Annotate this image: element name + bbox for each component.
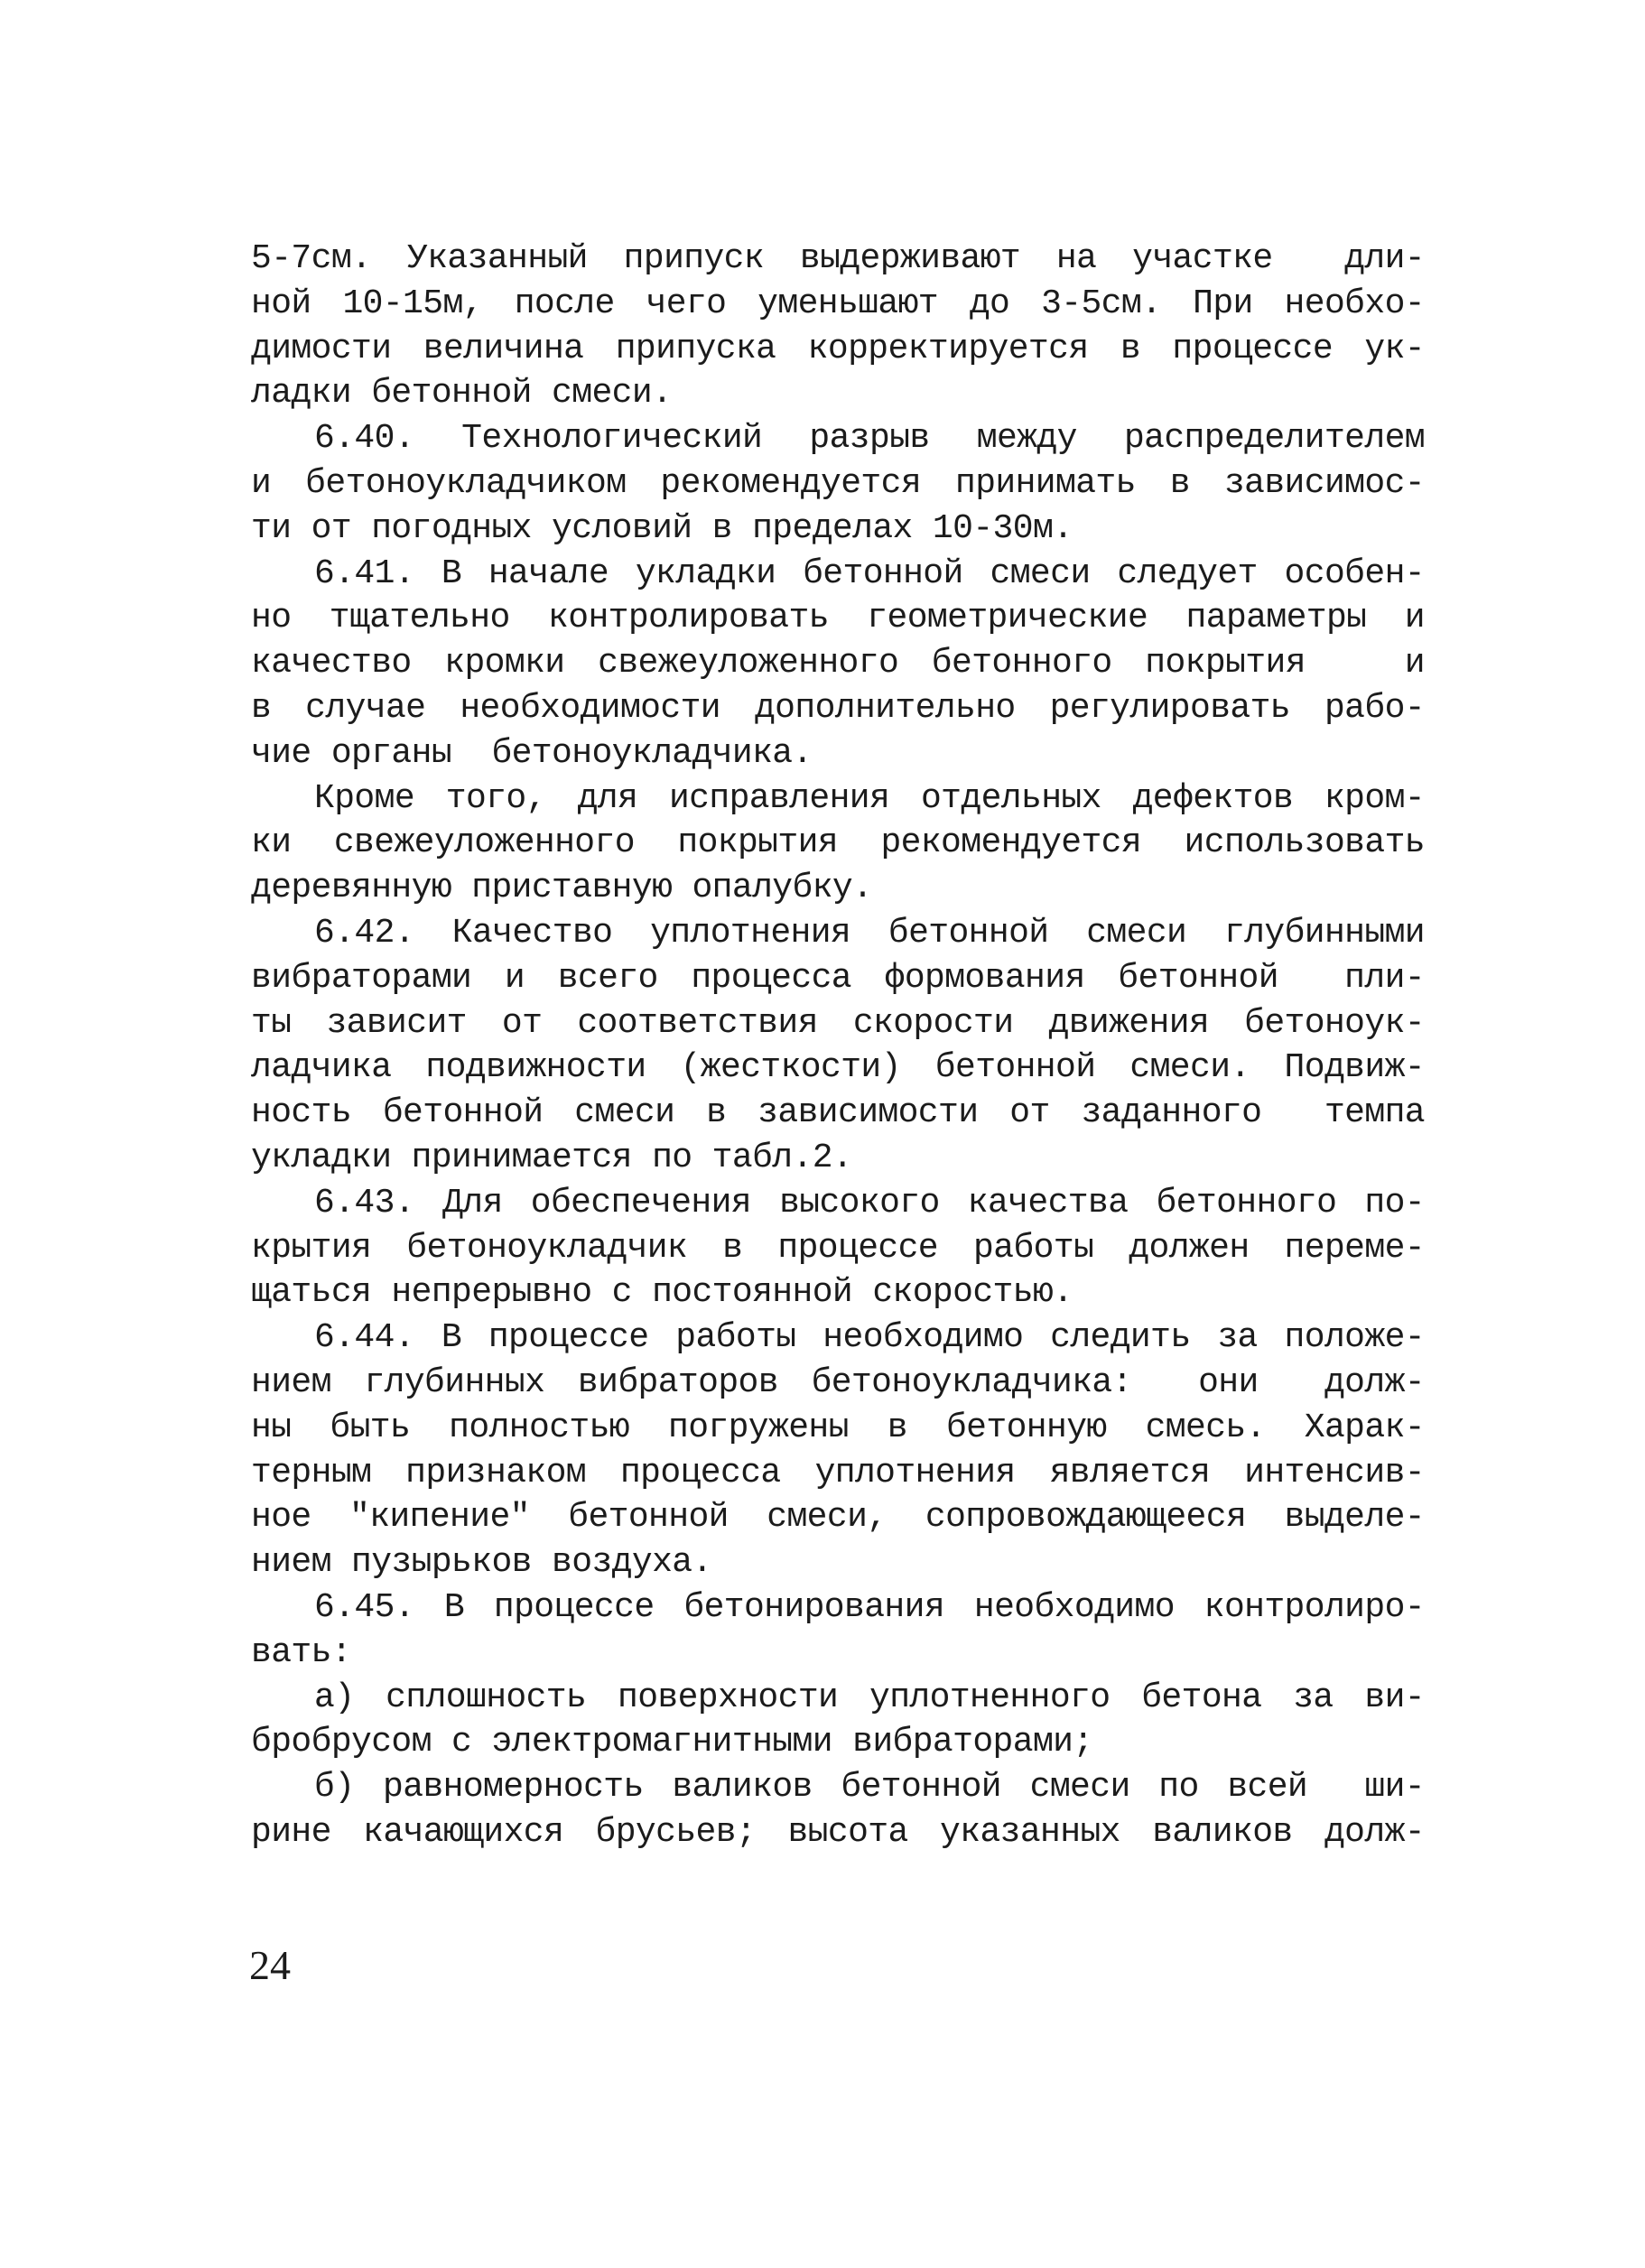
text-line: ность бетонной смеси в зависимости от заданного темпа	[251, 1093, 1425, 1133]
text-line: ное "кипение" бетонной смеси, сопровождающееся выделе-	[251, 1498, 1425, 1538]
text-line: Кроме того, для исправления отдельных дефектов кром-	[314, 778, 1425, 818]
page-number: 24	[249, 1942, 291, 1988]
text-line: но тщательно контролировать геометрические параметры и	[251, 599, 1425, 638]
text-line: нием пузырьков воздуха.	[251, 1543, 712, 1583]
text-line: и бетоноукладчиком рекомендуется принимать в зависимос-	[251, 463, 1425, 503]
text-line: 6.43. Для обеспечения высокого качества бетонного по-	[314, 1183, 1425, 1222]
text-line: деревянную приставную опалубку.	[251, 869, 873, 908]
text-line: 6.41. В начале укладки бетонной смеси следует особен-	[314, 553, 1425, 593]
body-text	[251, 237, 1425, 1855]
text-line: а) сплошность поверхности уплотненного бетона за ви-	[314, 1678, 1425, 1717]
text-line: 6.45. В процессе бетонирования необходимо контролиро-	[314, 1587, 1425, 1627]
text-line: крытия бетоноукладчик в процессе работы должен переме-	[251, 1228, 1425, 1268]
text-line: в случае необходимости дополнительно регулировать рабо-	[251, 688, 1425, 728]
text-line: укладки принимается по табл.2.	[251, 1138, 853, 1177]
text-line: ти от погодных условий в пределах 10-30м.	[251, 508, 1073, 548]
text-line: ки свежеуложенного покрытия рекомендуется использовать	[251, 823, 1425, 863]
text-line: ны быть полностью погружены в бетонную смесь. Харак-	[251, 1408, 1425, 1447]
text-line: терным признаком процесса уплотнения является интенсив-	[251, 1453, 1425, 1492]
text-line: чие органы бетоноукладчика.	[251, 733, 813, 773]
text-line: 6.44. В процессе работы необходимо следить за положе-	[314, 1318, 1425, 1358]
text-line: ной 10-15м, после чего уменьшают до 3-5см. При необхо-	[251, 284, 1425, 323]
text-line: ладчика подвижности (жесткости) бетонной смеси. Подвиж-	[251, 1048, 1425, 1088]
text-line: ладки бетонной смеси.	[251, 374, 673, 414]
text-line: качество кромки свежеуложенного бетонного покрытия и	[251, 644, 1425, 683]
text-line: бробрусом с электромагнитными вибраторами;	[251, 1723, 1093, 1762]
text-line: 6.42. Качество уплотнения бетонной смеси глубинными	[314, 913, 1425, 953]
text-line: рине качающихся брусьев; высота указанных валиков долж-	[251, 1812, 1425, 1852]
text-line: 5-7см. Указанный припуск выдерживают на участке дли-	[251, 239, 1425, 278]
text-line: димости величина припуска корректируется в процессе ук-	[251, 329, 1425, 368]
text-line: щаться непрерывно с постоянной скоростью.	[251, 1273, 1073, 1313]
text-line: нием глубинных вибраторов бетоноукладчика: они долж-	[251, 1362, 1425, 1402]
text-line: б) равномерность валиков бетонной смеси по всей ши-	[314, 1768, 1425, 1808]
text-line: 6.40. Технологический разрыв между распределителем	[314, 419, 1425, 459]
text-line: вибраторами и всего процесса формования бетонной пли-	[251, 958, 1425, 998]
text-line: вать:	[251, 1632, 352, 1672]
text-line: ты зависит от соответствия скорости движения бетоноук-	[251, 1003, 1425, 1043]
